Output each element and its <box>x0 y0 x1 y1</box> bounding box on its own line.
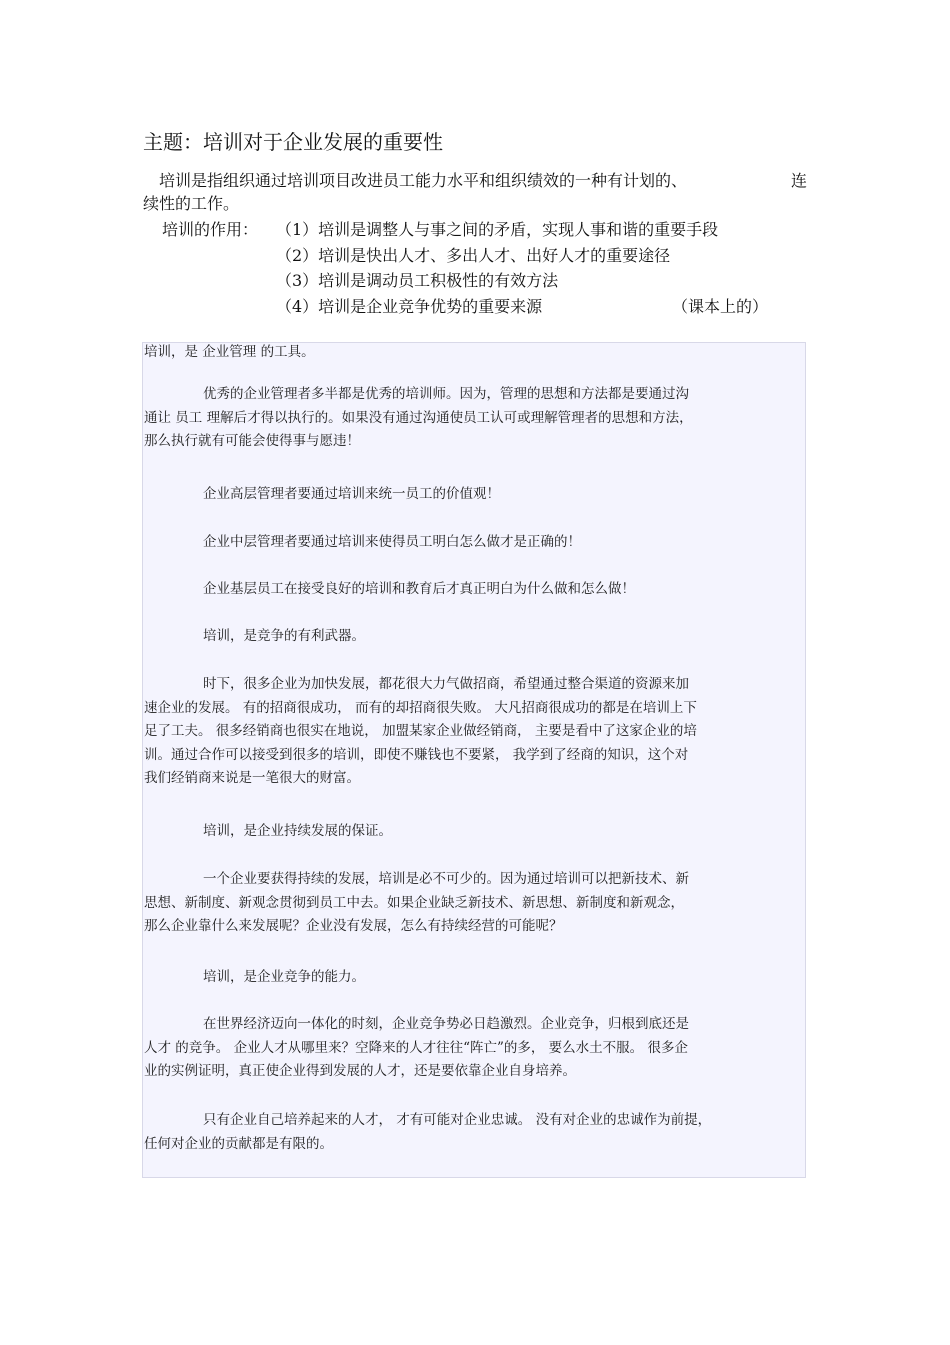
text-line: 思想、新制度、新观念贯彻到员工中去。如果企业缺乏新技术、新思想、新制度和新观念， <box>144 894 684 911</box>
text-line: 企业高层管理者要通过培训来统一员工的价值观！ <box>203 486 500 502</box>
role-item-3: （3）培训是调动员工积极性的有效方法 <box>276 271 559 290</box>
text-line: 足了工夫。 很多经销商也很实在地说， 加盟某家企业做经销商， 主要是看中了这家企业的培 <box>144 723 697 739</box>
intro-paragraph <box>143 169 807 215</box>
section-heading <box>144 966 804 990</box>
article-box <box>142 342 806 1178</box>
intro-line: 续性的工作。 <box>143 194 240 213</box>
text-line: 我们经销商来说是一笔很大的财富。 <box>144 770 360 786</box>
text-line: 任何对企业的贡献都是有限的。 <box>144 1135 333 1152</box>
paragraph <box>144 1013 804 1084</box>
page-title: 主题：培训对于企业发展的重要性 <box>143 130 443 154</box>
box-heading: 培训，是 企业管理 的工具。 <box>144 344 315 360</box>
text-line: 只有企业自己培养起来的人才， 才有可能对企业忠诚。 没有对企业的忠诚作为前提， <box>203 1112 712 1128</box>
text-line: 速企业的发展。 有的招商很成功， 而有的却招商很失败。 大凡招商很成功的都是在培训上下 <box>144 699 697 716</box>
section-heading <box>144 820 804 844</box>
text-line: 一个企业要获得持续的发展，培训是必不可少的。因为通过培训可以把新技术、新 <box>203 871 689 887</box>
paragraph <box>144 483 804 507</box>
role-item-2: （2）培训是快出人才、多出人才、出好人才的重要途径 <box>276 245 671 265</box>
text-line: 那么执行就有可能会使得事与愿违！ <box>144 433 360 449</box>
intro-text-end: 连 <box>790 171 807 190</box>
paragraph <box>144 531 804 555</box>
intro-line <box>143 169 807 192</box>
role-item-1: （1）培训是调整人与事之间的矛盾，实现人事和谐的重要手段 <box>276 220 719 239</box>
text-line: 时下，很多企业为加快发展，都花很大力气做招商，希望通过整合渠道的资源来加 <box>203 676 689 692</box>
text-line: 通让 员工 理解后才得以执行的。如果没有通过沟通使员工认可或理解管理者的思想和方法， <box>144 409 693 426</box>
text-line: 培训，是竞争的有利武器。 <box>203 628 365 644</box>
text-line: 企业基层员工在接受良好的培训和教育后才真正明白为什么做和怎么做！ <box>203 581 635 597</box>
text-line: 企业中层管理者要通过培训来使得员工明白怎么做才是正确的！ <box>203 534 581 550</box>
text-line: 人才 的竞争。 企业人才从哪里来？空降来的人才往往“阵亡”的多， 要么水土不服。 很多企 <box>144 1039 688 1056</box>
intro-text: 培训是指组织通过培训项目改进员工能力水平和组织绩效的一种有计划的、 <box>159 171 688 190</box>
paragraph <box>144 1109 804 1156</box>
role-item-4: （4）培训是企业竞争优势的重要来源 <box>276 296 543 316</box>
paragraph <box>144 383 804 454</box>
roles-label: 培训的作用： <box>162 220 259 239</box>
paragraph <box>144 578 804 602</box>
text-line: 优秀的企业管理者多半都是优秀的培训师。因为，管理的思想和方法都是要通过沟 <box>203 386 689 402</box>
text-line: 在世界经济迈向一体化的时刻，企业竞争势必日趋激烈。企业竞争，归根到底还是 <box>203 1016 689 1032</box>
text-line: 业的实例证明，真正使企业得到发展的人才，还是要依靠企业自身培养。 <box>144 1063 576 1079</box>
text-line: 那么企业靠什么来发展呢？企业没有发展，怎么有持续经营的可能呢？ <box>144 918 563 934</box>
text-line: 培训，是企业持续发展的保证。 <box>203 823 392 839</box>
paragraph <box>144 673 804 791</box>
text-line: 训。通过合作可以接受到很多的培训，即使不赚钱也不要紧， 我学到了经商的知识，这个对 <box>144 746 689 763</box>
paragraph <box>144 868 804 939</box>
text-line: 培训，是企业竞争的能力。 <box>203 969 365 985</box>
source-note: （课本上的） <box>672 296 769 316</box>
section-heading <box>144 625 804 649</box>
